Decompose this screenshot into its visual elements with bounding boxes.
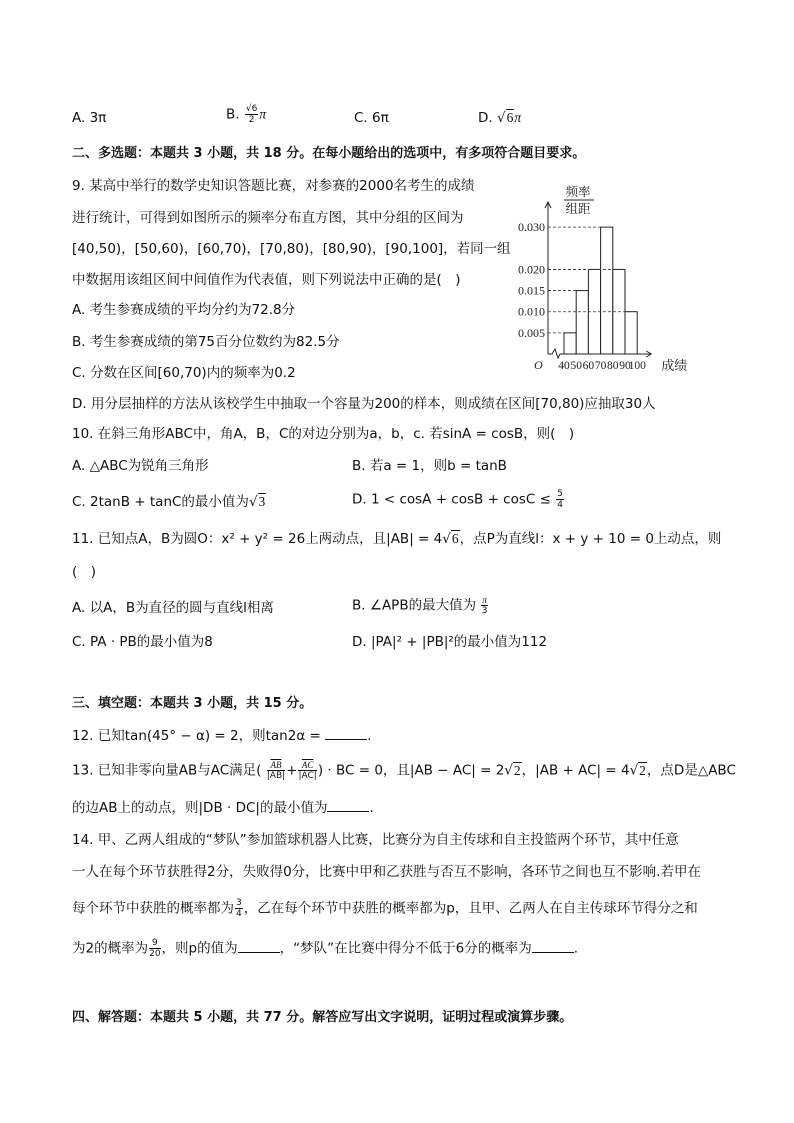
q9-stem-line4: 中数据用该组区间中间值作为代表值，则下列说法中正确的是( ) [72,272,461,288]
x-tick-label: 70 [594,360,607,372]
q13-answer-blank[interactable] [327,799,369,812]
q13-line1: 13. 已知非零向量AB与AC满足( $\frac{\overline{AB}}{|AB|}$ + $\frac{\overline{AC}}{|AC|}$ ) · BC = 0，且|AB − AC| = 2√2，|AB + AC| = 4√2，点D是△ABC [72,760,736,781]
q8-option-a: A. 3π [72,110,107,126]
q10-option-a: A. △ABC为锐角三角形 [72,458,209,474]
frequency-histogram [518,182,732,376]
x-axis-label: 成绩 [661,358,688,373]
section-4-title: 四、解答题：本题共 5 小题，共 77 分。解答应写出文字说明，证明过程或演算步骤。 [72,1010,573,1025]
q14-line4: 为2的概率为 $\frac{9}{20}$ ，则p的值为 ，“梦队”在比赛中得分不低于6分的概率为 . [72,938,578,959]
q14-answer-blank-prob[interactable] [532,940,574,953]
x-tick-label: 50 [570,360,582,372]
origin-label: O [534,358,543,372]
q9-stem-line2: 进行统计，可得到如图所示的频率分布直方图，其中分组的区间为 [72,210,464,226]
y-tick-label: 0.030 [518,220,545,235]
q9-stem-line3: [40,50)，[50,60)，[60,70)，[70,80)，[80,90)，[90,100]，若同一组 [72,241,511,257]
histogram-bar [601,227,613,354]
histogram-bar [564,333,576,354]
histogram-bar [625,312,637,354]
x-tick-label: 100 [628,360,646,372]
y-axis-label-bottom: 组距 [565,202,591,216]
q10-stem: 10. 在斜三角形ABC中，角A，B，C的对边分别为a，b，c. 若sinA = cosB，则( ) [72,426,575,442]
q8-option-d: D. √6π [478,110,522,126]
q9-option-d: D. 用分层抽样的方法从该校学生中抽取一个容量为200的样本，则成绩在区间[70,80)应抽取30人 [72,396,656,412]
y-tick-label: 0.015 [518,283,545,298]
q12: 12. 已知tan(45° − α) = 2，则tan2α = . [72,728,372,744]
q14-line3: 每个环节中获胜的概率都为 $\frac{3}{4}$ ，乙在每个环节中获胜的概率都为p，且甲、乙两人在自主传球环节得分之和 [72,898,698,919]
q8-option-c: C. 6π [354,110,389,126]
x-tick-label: 90 [619,360,631,372]
q11-option-c: C. PA · PB的最小值为8 [72,634,213,650]
q10-option-d: D. 1 < cosA + cosB + cosC ≤ $\frac{5}{4}$ [352,489,563,510]
q9-option-b: B. 考生参赛成绩的第75百分位数约为82.5分 [72,334,340,350]
y-axis-label-top: 频率 [565,185,591,199]
q14-line1: 14. 甲、乙两人组成的“梦队”参加篮球机器人比赛，比赛分为自主传球和自主投篮两个环节，其中任意 [72,832,679,848]
q9-option-c: C. 分数在区间[60,70)内的频率为0.2 [72,365,296,381]
q11-option-a: A. 以A，B为直径的圆与直线l相离 [72,600,274,616]
y-tick-label: 0.020 [518,262,545,277]
x-tick-label: 40 [558,360,570,372]
q8-option-b: B. $\frac{√6}{2}$ π [226,104,267,125]
q11-stem-line2: ( ) [72,564,97,580]
q14-answer-blank-p[interactable] [238,940,280,953]
q14-line2: 一人在每个环节获胜得2分，失败得0分，比赛中甲和乙获胜与否互不影响，各环节之间也互不影响.若甲在 [72,864,701,880]
x-tick-label: 60 [582,360,595,372]
y-tick-label: 0.005 [518,325,545,340]
section-2-title: 二、多选题：本题共 3 小题，共 18 分。在每小题给出的选项中，有多项符合题目要求。 [72,146,586,161]
q11-option-b: B. ∠APB的最大值为 $\frac{\pi}{3}$ [352,595,488,616]
q10-option-c: C. 2tanB + tanC的最小值为√3 [72,494,266,510]
q11-option-d: D. |PA|² + |PB|²的最小值为112 [352,634,548,650]
y-tick-label: 0.010 [518,304,545,319]
q10-option-b: B. 若a = 1，则b = tanB [352,458,507,474]
q11-stem-line1: 11. 已知点A，B为圆O：x² + y² = 26上两动点，且|AB| = 4√6，点P为直线l：x + y + 10 = 0上动点，则 [72,531,722,547]
q9-stem-line1: 9. 某高中举行的数学史知识答题比赛，对参赛的2000名考生的成绩 [72,178,475,194]
q12-answer-blank[interactable] [325,727,367,740]
q9-option-a: A. 考生参赛成绩的平均分约为72.8分 [72,302,296,318]
histogram-bar [576,291,588,354]
section-3-title: 三、填空题：本题共 3 小题，共 15 分。 [72,696,313,711]
x-tick-label: 80 [607,360,619,372]
q13-line2: 的边AB上的动点，则|DB · DC|的最小值为 . [72,800,374,816]
